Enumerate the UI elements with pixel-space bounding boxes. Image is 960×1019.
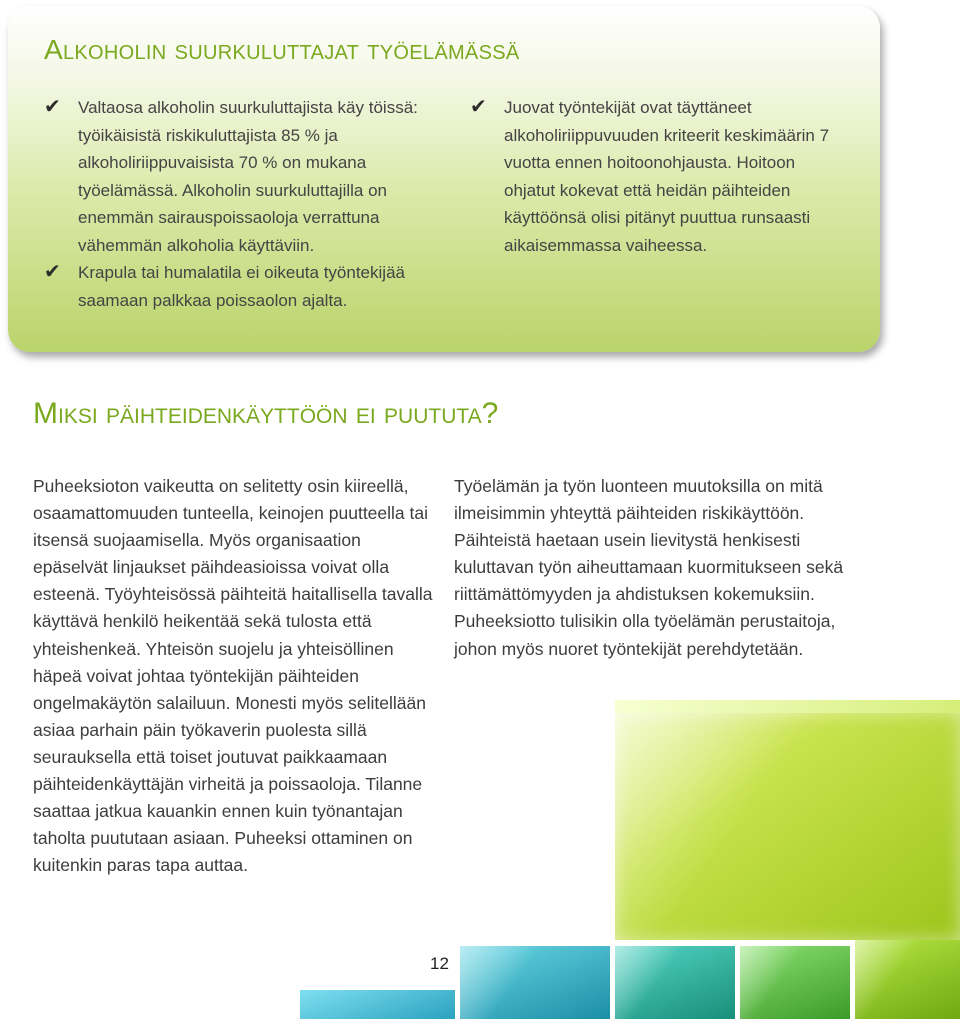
left-paragraph: Puheeksioton vaikeutta on selitetty osin kiireellä, osaamattomuuden tunteella, keinojen puutteella tai itsensä suojaamisella. Myös organisaation epäselvät linjaukset päihdeasioissa voivat olla esteenä. Työyhteisössä päihteitä haitallisella tavalla käyttävä henkilö heikentää sekä tulosta että yhteishenkeä. Yhteisön suojelu ja yhteisöllinen häpeä voivat johtaa työntekijän päihteiden ongelmakäytön salailuun. Monesti myös selitellään asiaa parhain päin työkaverin puolesta sillä seurauksella että toiset joutuvat paikkaamaan päihteidenkäyttäjän virheitä ja poissaoloja. Tilanne saattaa jatkua kauankin ennen kuin työnantajan taholta puututaan asiaan. Puheeksi ottaminen on kuitenkin paras tapa auttaa.: [33, 476, 433, 876]
checkmark-icon: ✔: [44, 96, 61, 118]
bullet-text: Juovat työntekijät ovat täyttäneet alkoholiriippuvuuden kriteerit keskimäärin 7 vuotta ennen hoitoonohjausta. Hoitoon ohjatut kokevat että heidän päihteiden käyttöönsä olisi pitänyt puuttua runsaasti aikaisemmassa vaiheessa.: [504, 98, 830, 255]
decorative-cube: [615, 946, 735, 1019]
page-number: 12: [430, 954, 449, 973]
section-title: Miksi päihteidenkäyttöön ei puututa?: [33, 397, 499, 430]
checkmark-icon: ✔: [470, 96, 487, 118]
list-item: [470, 94, 850, 259]
decorative-cube: [855, 940, 960, 1019]
list-item: [44, 259, 424, 314]
right-bullet-list: [470, 94, 850, 259]
list-item: [44, 94, 424, 259]
right-paragraph: Työelämän ja työn luonteen muutoksilla on mitä ilmeisimmin yhteyttä päihteiden riskikäyttöön. Päihteistä haetaan usein lievitystä henkisesti kuluttavan työn aiheuttamaan kuormitukseen sekä riittämättömyyden ja ahdistuksen kokemuksiin. Puheeksiotto tulisikin olla työelämän perustaitoja, johon myös nuoret työntekijät perehdytetään.: [454, 476, 844, 659]
checkmark-icon: ✔: [44, 261, 61, 283]
left-bullet-list: [44, 94, 424, 314]
decorative-cube: [300, 990, 455, 1019]
decorative-cube: [460, 946, 610, 1019]
bullet-text: Valtaosa alkoholin suurkuluttajista käy töissä: työikäisistä riskikuluttajista 85 % ja alkoholiriippuvaisista 70 % on mukana työelämässä. Alkoholin suurkuluttajilla on enemmän sairauspoissaoloja verrattuna vähemmän alkoholia käyttäviin.: [78, 98, 418, 255]
bullet-text: Krapula tai humalatila ei oikeuta työntekijää saamaan palkkaa poissaolon ajalta.: [78, 263, 405, 310]
decorative-green-cube: [615, 713, 960, 940]
box-title: Alkoholin suurkuluttajat työelämässä: [44, 34, 520, 65]
decorative-cube: [740, 946, 850, 1019]
